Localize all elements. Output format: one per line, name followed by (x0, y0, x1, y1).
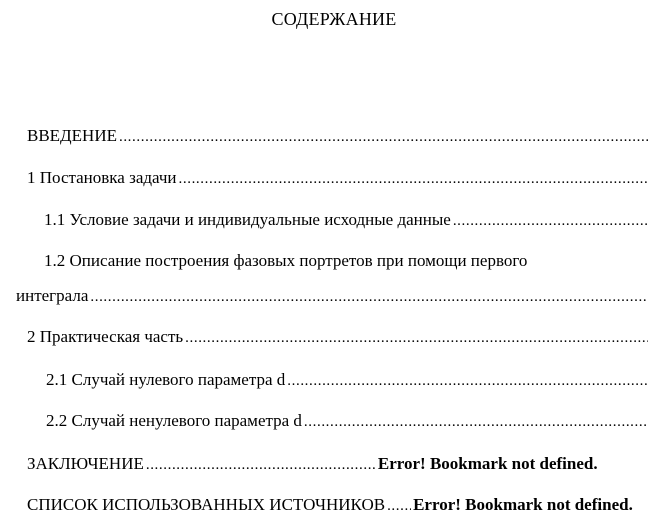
toc-entry-section-2[interactable] (27, 326, 648, 348)
toc-entry-label: 1 Постановка задачи (27, 168, 177, 187)
bookmark-error-text: Error! Bookmark not defined. (413, 495, 633, 514)
toc-entry-label: ВВЕДЕНИЕ (27, 126, 117, 145)
toc-entry-label: СПИСОК ИСПОЛЬЗОВАННЫХ ИСТОЧНИКОВ (27, 495, 386, 514)
toc-entry-conclusion[interactable] (27, 453, 648, 475)
toc-entry-label: ЗАКЛЮЧЕНИЕ (27, 454, 144, 473)
toc-entry-references[interactable] (27, 494, 648, 516)
toc-leader-dots (179, 168, 648, 189)
toc-entry-section-1-2-line1[interactable]: 1.2 Описание построения фазовых портретов при помощи первого (44, 251, 528, 270)
toc-entry-section-1-1[interactable] (44, 209, 648, 231)
toc-entry-introduction[interactable] (27, 125, 648, 147)
bookmark-error-text: Error! Bookmark not defined. (377, 454, 598, 473)
toc-entry-section-2-1[interactable] (46, 369, 648, 391)
toc-leader-dots (287, 370, 648, 391)
toc-leader-dots (146, 454, 376, 475)
toc-entry-label: интеграла (16, 286, 89, 305)
toc-entry-label: 2.1 Случай нулевого параметра d (46, 370, 286, 389)
toc-entry-section-1-2[interactable] (16, 285, 648, 307)
toc-entry-section-1[interactable] (27, 167, 648, 189)
toc-leader-dots (453, 210, 648, 231)
toc-leader-dots (119, 126, 648, 147)
page-title: СОДЕРЖАНИЕ (271, 9, 397, 29)
toc-leader-dots (185, 327, 648, 348)
toc-entry-label: 2 Практическая часть (27, 327, 184, 346)
toc-leader-dots (387, 495, 411, 516)
toc-leader-dots (90, 286, 648, 307)
toc-entry-label: 1.1 Условие задачи и индивидуальные исходные данные (44, 210, 451, 229)
toc-leader-dots (304, 411, 648, 432)
toc-entry-label: 2.2 Случай ненулевого параметра d (46, 411, 302, 430)
toc-entry-section-2-2[interactable] (46, 410, 648, 432)
